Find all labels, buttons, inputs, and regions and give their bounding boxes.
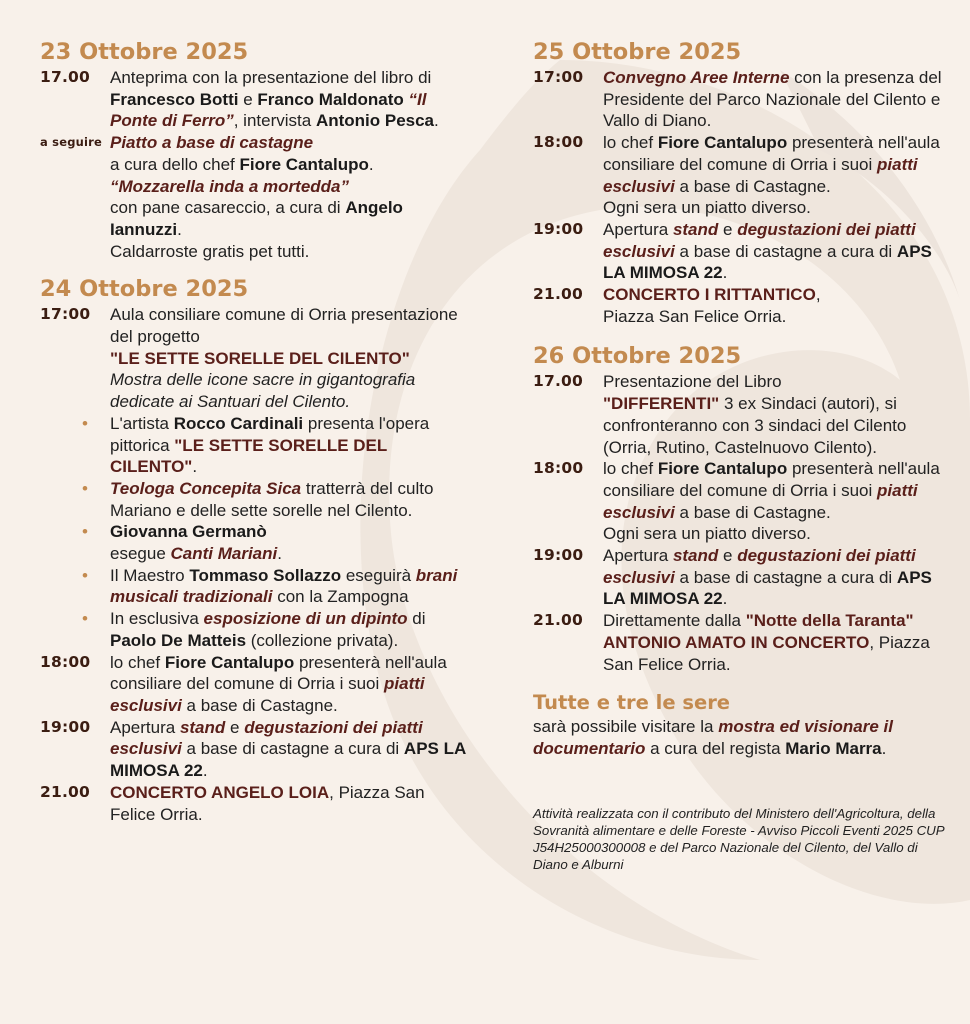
text: , intervista bbox=[233, 111, 316, 131]
text: lo chef bbox=[110, 652, 165, 672]
list-item bbox=[81, 521, 470, 564]
event-description bbox=[110, 717, 470, 782]
event-description bbox=[603, 610, 953, 675]
person-name: • Giovanna Germanò bbox=[110, 522, 267, 542]
highlight: esposizione di un dipinto bbox=[203, 609, 408, 629]
text: , Piazza San Felice Orria. bbox=[603, 632, 930, 674]
chef-name: Fiore Cantalupo bbox=[657, 133, 788, 153]
text: L'artista bbox=[110, 413, 174, 433]
highlight: stand bbox=[672, 546, 719, 566]
text: sarà possibile visitare la bbox=[533, 717, 719, 737]
person-name: Antonio Pesca bbox=[315, 111, 435, 131]
text: a base di Castagne. bbox=[674, 502, 831, 522]
text: e bbox=[238, 89, 258, 109]
text: Anteprima con la presentazione del libro di bbox=[110, 68, 432, 87]
highlight: piatti esclusivi bbox=[603, 154, 918, 196]
text: presenta l'opera pittorica bbox=[110, 413, 430, 455]
event-description bbox=[603, 284, 953, 327]
event-description bbox=[110, 67, 470, 132]
text: con la presenza del Presidente del Parco Nazionale del Cilento e Vallo di Diano. bbox=[603, 68, 942, 131]
highlight: degustazioni dei piatti esclusivi bbox=[603, 546, 916, 587]
event-description bbox=[603, 458, 953, 545]
text: (collezione privata). bbox=[246, 630, 399, 650]
text-line: Ogni sera un piatto diverso. bbox=[603, 524, 811, 544]
text-line bbox=[603, 284, 953, 306]
event-time: 19:00 bbox=[40, 717, 91, 736]
text: Il Maestro bbox=[110, 565, 190, 585]
text: e bbox=[225, 717, 245, 737]
event-time: 17.00 bbox=[533, 372, 584, 391]
event-time: 21.00 bbox=[533, 285, 584, 304]
event-row bbox=[533, 371, 953, 458]
highlight: degustazioni dei piatti esclusivi bbox=[603, 219, 916, 261]
text: Apertura bbox=[110, 717, 180, 737]
event-time: 21.00 bbox=[40, 782, 91, 801]
text-line: Ogni sera un piatto diverso. bbox=[603, 198, 811, 218]
text: . bbox=[434, 111, 439, 131]
event-description bbox=[110, 132, 470, 262]
list-item bbox=[81, 608, 470, 651]
text-line: Mostra delle icone sacre in gigantografia dedicate ai Santuari del Cilento. bbox=[110, 370, 416, 412]
text: . bbox=[722, 589, 728, 609]
event-time: 19:00 bbox=[533, 546, 584, 565]
event-row bbox=[533, 545, 953, 610]
text: a base di castagne a cura di bbox=[181, 739, 404, 759]
event-time: 18:00 bbox=[533, 459, 584, 478]
left-column bbox=[40, 38, 470, 825]
event-time: 18:00 bbox=[533, 133, 584, 152]
text: di bbox=[407, 609, 426, 629]
event-row bbox=[40, 132, 470, 262]
highlight: mostra ed visionare il documentario bbox=[533, 717, 893, 758]
highlight: degustazioni dei piatti esclusivi bbox=[110, 717, 423, 759]
chef-name: Fiore Cantalupo bbox=[239, 154, 369, 174]
funding-footnote: Attività realizzata con il contributo del Ministero dell'Agricoltura, della Sovranità alimentare e delle Foreste - Avviso Piccoli Eventi 2025 CUP J54H25000300008 e del Parco Nazionale del Cilento, del Vallo di Diano e Alburni bbox=[533, 805, 945, 872]
organizer-name: APS LA MIMOSA 22 bbox=[603, 567, 932, 609]
text: lo chef bbox=[603, 459, 658, 479]
event-time: 17:00 bbox=[40, 305, 91, 324]
text: presenterà nell'aula consiliare del comune di Orria i suoi bbox=[603, 133, 940, 174]
day-title-25-ottobre: 25 Ottobre 2025 bbox=[533, 39, 742, 65]
text: . bbox=[192, 457, 198, 477]
concert-title: CONCERTO ANGELO LOIA bbox=[110, 782, 330, 802]
person-name: Franco Maldonato bbox=[257, 89, 404, 109]
text: 3 ex Sindaci (autori), si confronteranno con 3 sindaci del Cilento (Orria, Rutino, Castelnuovo Cilento). bbox=[603, 394, 907, 457]
person-name: Teologa Concepita Sica bbox=[110, 478, 302, 498]
text: . bbox=[368, 154, 374, 174]
book-title: "DIFFERENTI" bbox=[603, 394, 720, 414]
dish-title: Piatto a base di castagne bbox=[110, 133, 314, 153]
event-description bbox=[603, 132, 953, 219]
highlight: brani musicali tradizionali bbox=[110, 565, 458, 607]
event-time: 17.00 bbox=[40, 68, 91, 86]
text-line: Piazza San Felice Orria. bbox=[603, 306, 787, 326]
event-row bbox=[533, 219, 953, 284]
book-title: “Il Ponte di Ferro” bbox=[110, 89, 427, 131]
right-column bbox=[533, 38, 953, 873]
highlight: stand bbox=[179, 717, 226, 737]
text: a base di Castagne. bbox=[181, 695, 338, 715]
event-description bbox=[603, 545, 953, 610]
event-row bbox=[40, 782, 470, 825]
day-title-26-ottobre: 26 Ottobre 2025 bbox=[533, 343, 742, 370]
person-name: Francesco Botti bbox=[110, 89, 239, 109]
text: . bbox=[277, 544, 282, 564]
event-time: 17:00 bbox=[533, 68, 584, 86]
chef-name: Fiore Cantalupo bbox=[164, 652, 295, 672]
concert-title: CONCERTO I RITTANTICO bbox=[603, 285, 816, 305]
person-name: Angelo Iannuzzi bbox=[110, 198, 403, 239]
text: In esclusiva bbox=[110, 609, 204, 629]
event-row bbox=[40, 67, 470, 132]
text: lo chef bbox=[603, 133, 658, 153]
event-description bbox=[110, 782, 470, 825]
event-row bbox=[533, 284, 953, 327]
text: Apertura bbox=[603, 219, 673, 239]
event-row bbox=[40, 652, 470, 717]
text-line bbox=[603, 393, 953, 458]
organizer-name: APS LA MIMOSA 22 bbox=[603, 241, 932, 283]
event-time: 19:00 bbox=[533, 219, 584, 238]
event-row bbox=[533, 610, 953, 675]
event-row bbox=[40, 717, 470, 782]
text: , Piazza San Felice Orria. bbox=[110, 782, 425, 824]
project-title: "LE SETTE SORELLE DEL CILENTO" bbox=[110, 348, 410, 368]
text: a base di Castagne. bbox=[674, 176, 831, 196]
highlight: Convegno Aree Interne bbox=[603, 68, 790, 87]
text-line bbox=[603, 458, 953, 523]
text: a base di castagne a cura di bbox=[674, 567, 897, 587]
concert-title: "Notte della Taranta" ANTONIO AMATO IN CONCERTO bbox=[603, 611, 914, 652]
event-description bbox=[110, 652, 470, 717]
all-evenings-text bbox=[533, 716, 953, 759]
event-row bbox=[533, 132, 953, 219]
event-time: a seguire bbox=[40, 135, 103, 150]
event-description bbox=[110, 304, 470, 651]
list-item bbox=[81, 478, 470, 521]
text-line bbox=[110, 154, 470, 176]
person-name: Tommaso Sollazzo bbox=[189, 565, 342, 585]
text: con pane casareccio, a cura di bbox=[110, 198, 346, 218]
all-evenings-title: Tutte e tre le sere bbox=[533, 691, 731, 715]
text: presenterà nell'aula consiliare del comune di Orria i suoi bbox=[110, 652, 447, 694]
list-item bbox=[81, 413, 470, 478]
event-description bbox=[603, 219, 953, 284]
event-row bbox=[533, 67, 953, 132]
text: e bbox=[718, 219, 738, 239]
day-title-23-ottobre: 23 Ottobre 2025 bbox=[40, 39, 249, 65]
list-item bbox=[81, 565, 470, 608]
director-name: Mario Marra bbox=[785, 738, 882, 758]
text: esegue bbox=[110, 544, 171, 564]
text: a cura dello chef bbox=[110, 154, 240, 174]
organizer-name: APS LA MIMOSA 22 bbox=[110, 739, 466, 781]
text-line: Presentazione del Libro bbox=[603, 372, 782, 392]
text: presenterà nell'aula consiliare del comune di Orria i suoi bbox=[603, 459, 940, 500]
text: a cura del regista bbox=[645, 738, 786, 758]
bullet-list bbox=[110, 413, 470, 652]
event-description bbox=[603, 371, 953, 458]
event-time: 18:00 bbox=[40, 652, 91, 671]
text-line bbox=[110, 197, 470, 240]
person-name: Paolo De Matteis bbox=[110, 630, 247, 650]
text: Apertura bbox=[603, 546, 673, 566]
text: Direttamente dalla bbox=[603, 611, 746, 631]
event-row bbox=[533, 458, 953, 545]
project-title: "LE SETTE SORELLE DEL CILENTO" bbox=[110, 435, 387, 477]
text: tratterrà del culto Mariano e delle sette sorelle nel Cilento. bbox=[110, 478, 434, 520]
person-name: Rocco Cardinali bbox=[173, 413, 304, 433]
event-time: 21.00 bbox=[533, 611, 584, 630]
text: . bbox=[177, 219, 182, 239]
highlight: stand bbox=[672, 219, 719, 239]
text: e bbox=[718, 546, 738, 566]
text-line: Aula consiliare comune di Orria presentazione del progetto bbox=[110, 305, 458, 347]
event-row bbox=[40, 304, 470, 651]
highlight: piatti esclusivi bbox=[603, 480, 918, 522]
highlight: piatti esclusivi bbox=[110, 674, 425, 715]
text: con la Zampogna bbox=[272, 587, 409, 607]
text: . bbox=[722, 263, 728, 283]
chef-name: Fiore Cantalupo bbox=[657, 459, 788, 479]
text-line: Caldarroste gratis pet tutti. bbox=[110, 241, 310, 261]
text: . bbox=[202, 761, 208, 781]
text: eseguirà bbox=[341, 565, 416, 585]
dish-title: “Mozzarella inda a mortedda” bbox=[110, 176, 349, 196]
text-line bbox=[603, 132, 953, 197]
highlight: Canti Mariani bbox=[170, 544, 278, 564]
text: . bbox=[881, 738, 887, 758]
event-description bbox=[603, 67, 953, 132]
day-title-24-ottobre: 24 Ottobre 2025 bbox=[40, 276, 249, 303]
text: , bbox=[815, 285, 821, 305]
text: a base di castagne a cura di bbox=[674, 241, 897, 261]
